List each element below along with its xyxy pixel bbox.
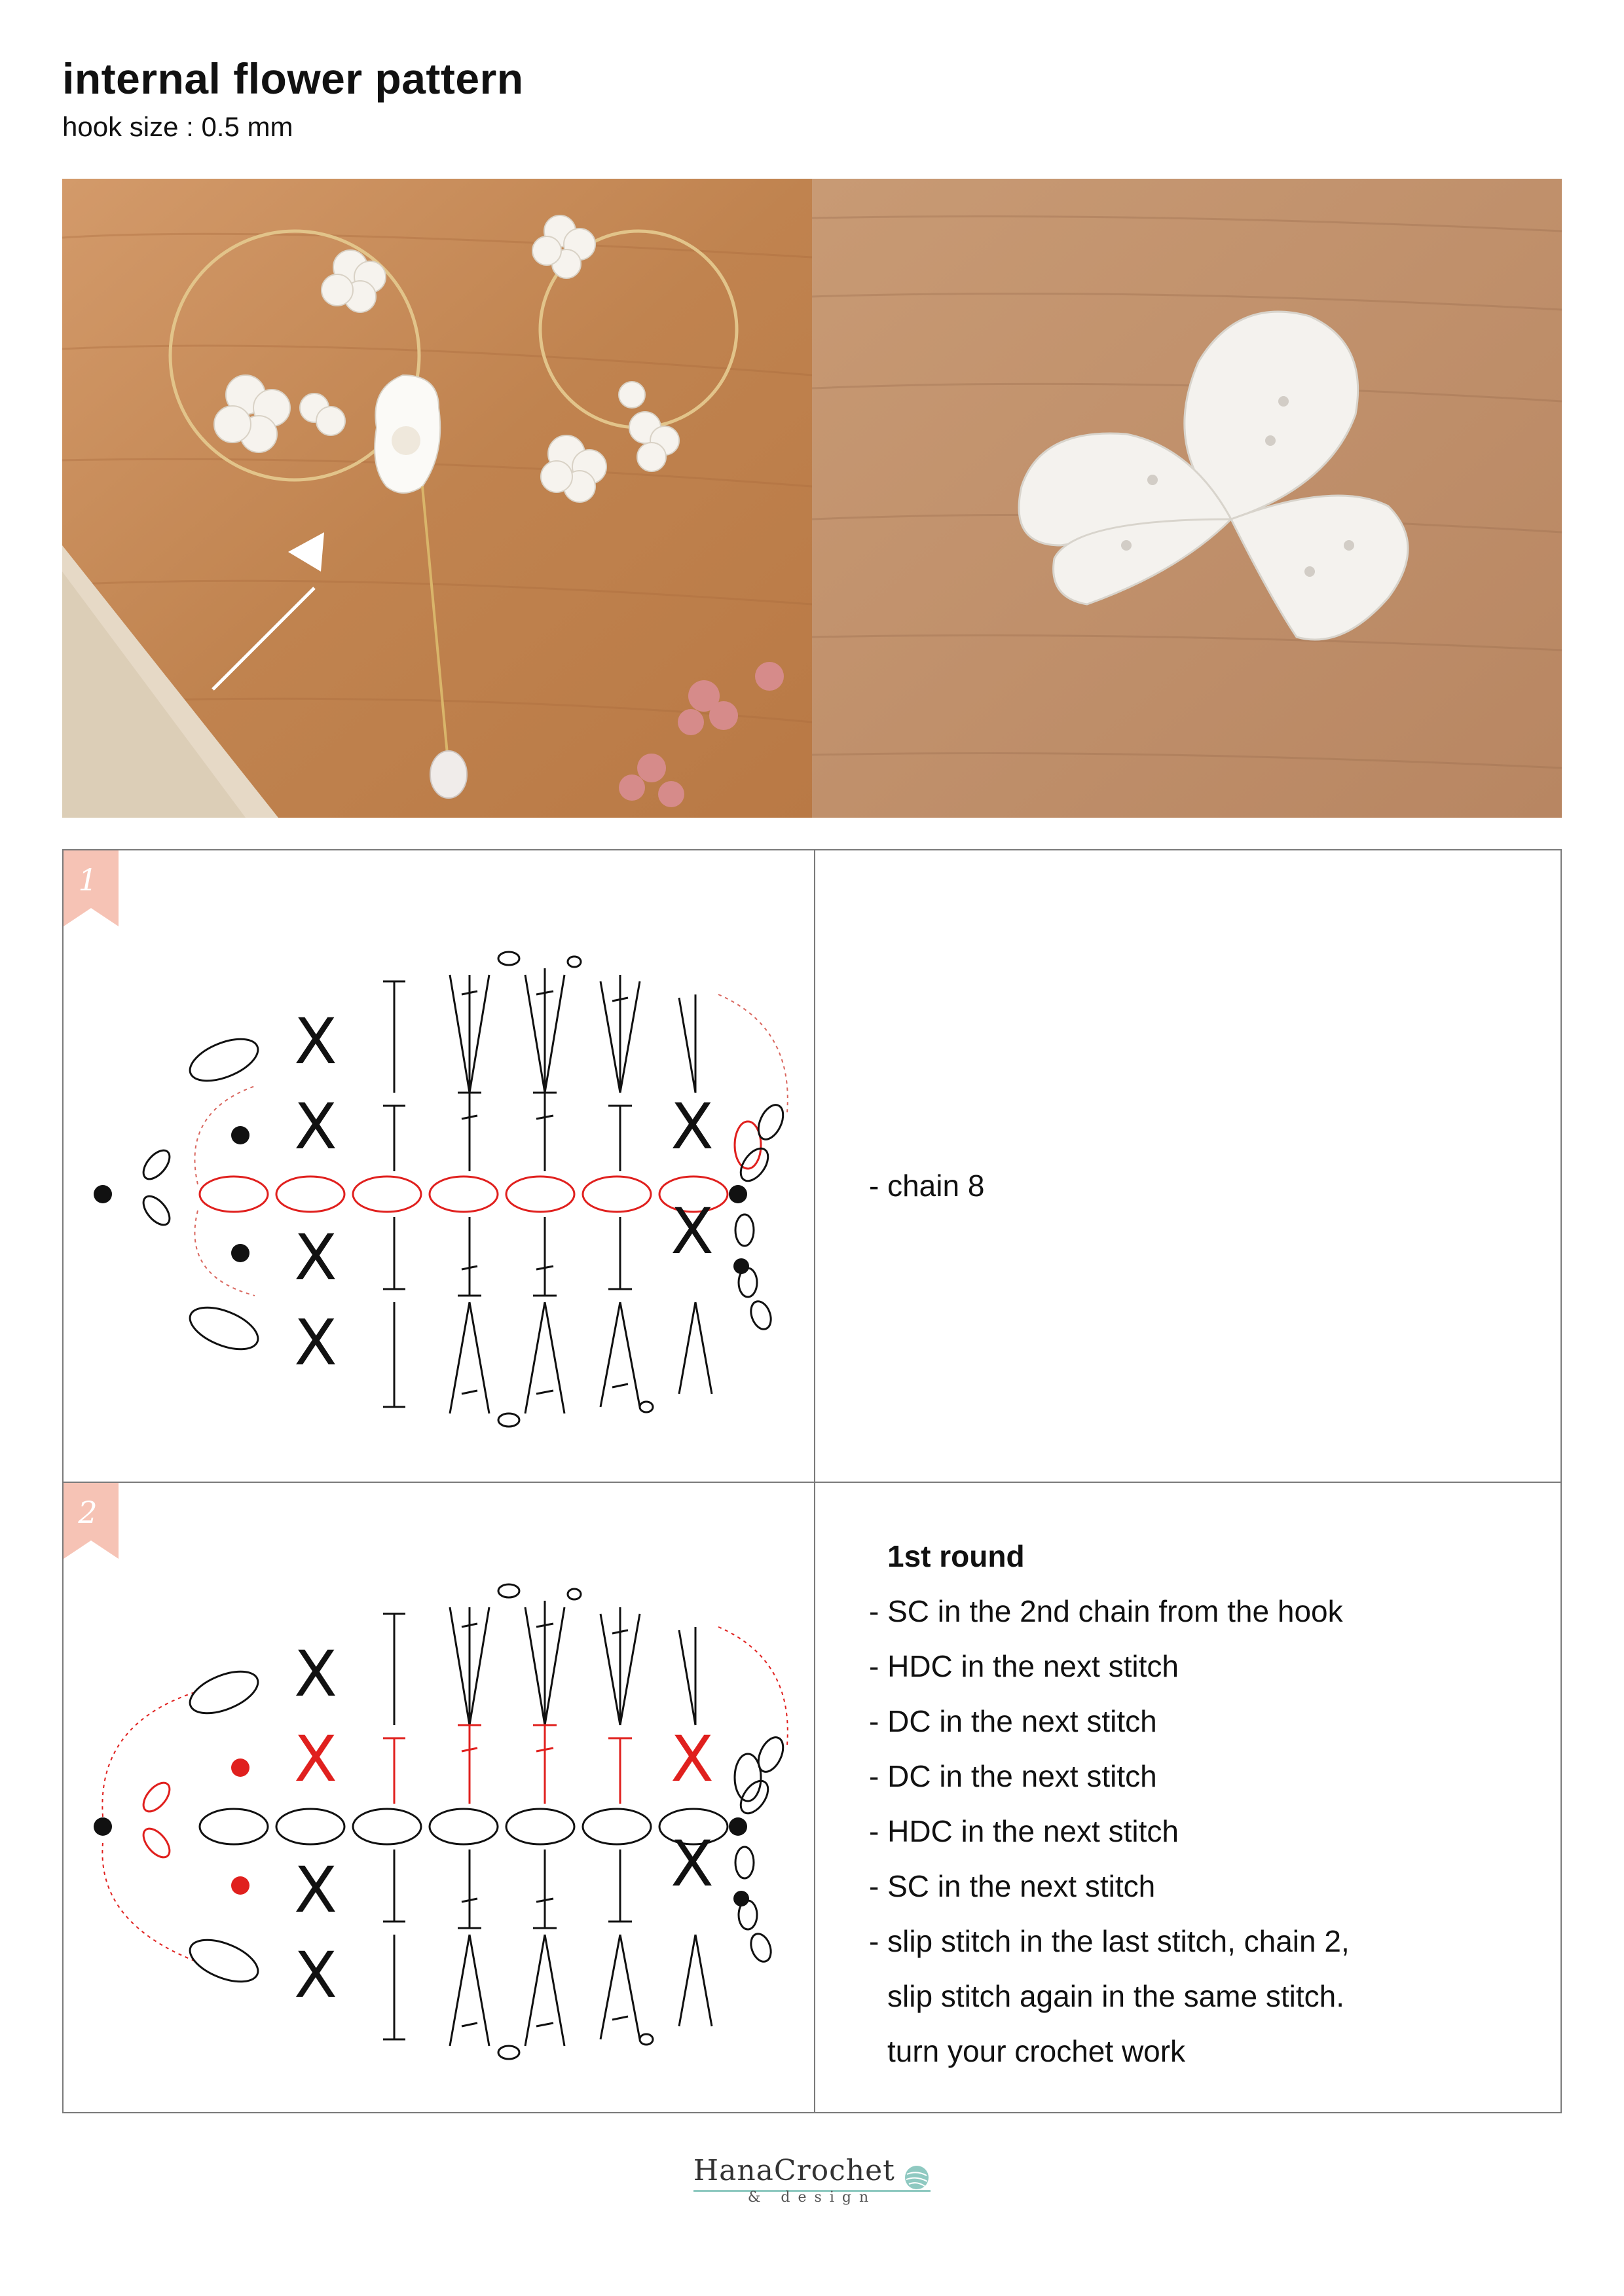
svg-text:X: X [671,1722,714,1796]
svg-text:X: X [294,1221,337,1294]
step-1-panel [62,849,1562,1483]
svg-text:X: X [294,1722,337,1796]
hook-size-note: hook size : 0.5 mm [62,111,293,142]
svg-text:X: X [294,1005,337,1078]
instruction-line: - DC in the next stitch [869,1704,1157,1738]
step-2-crochet-chart [83,1529,810,2066]
round-heading: 1st round [887,1539,1025,1573]
instruction-line: - HDC in the next stitch [869,1814,1179,1848]
svg-text:X: X [294,1306,337,1379]
step-2-instructions [869,1529,1350,2079]
step-2-panel [62,1482,1562,2113]
step-1-instructions [869,1158,984,1213]
instruction-continuation: slip stitch again in the same stitch. [887,1979,1344,2013]
svg-text:X: X [671,1827,714,1901]
step-1-number: 1 [78,862,98,898]
instruction-line: - slip stitch in the last stitch, chain 2, [869,1924,1350,1958]
brand-tagline: & design [747,2189,877,2206]
instruction-line: - HDC in the next stitch [869,1649,1179,1683]
brand-logo [693,2154,931,2206]
instruction-line: - SC in the next stitch [869,1869,1156,1903]
instruction-line: - chain 8 [869,1169,985,1203]
step-1-crochet-chart [83,896,810,1433]
earring-photo [62,179,812,818]
footer [0,2154,1624,2206]
svg-text:X: X [671,1195,714,1268]
step-2-number: 2 [78,1495,98,1530]
svg-text:X: X [671,1090,714,1163]
page-title: internal flower pattern [62,54,524,103]
crocheted-flower-photo [812,179,1562,818]
svg-text:X: X [294,1090,337,1163]
svg-text:X: X [294,1637,337,1711]
svg-text:X: X [294,1939,337,2012]
brand-name: HanaCrochet [693,2154,895,2187]
svg-text:X: X [294,1853,337,1927]
column-divider [814,1483,815,2112]
instruction-line: - SC in the 2nd chain from the hook [869,1594,1343,1628]
instruction-continuation: turn your crochet work [887,2034,1186,2068]
instruction-line: - DC in the next stitch [869,1759,1157,1793]
yarn-ball-icon [903,2164,931,2191]
column-divider [814,850,815,1482]
